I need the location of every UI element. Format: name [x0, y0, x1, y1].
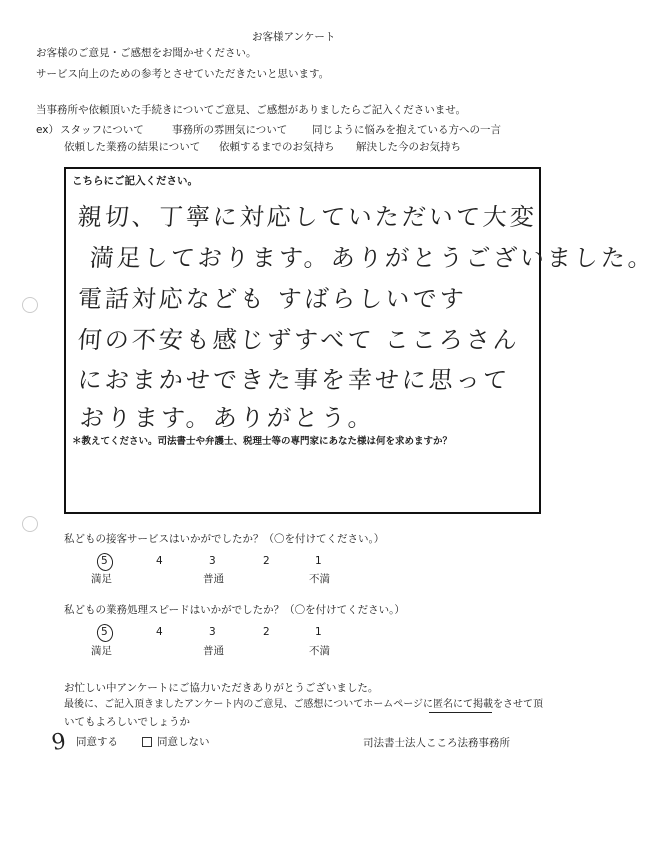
example-before: 依頼するまでのお気持ち	[219, 141, 335, 153]
consent-disagree-label[interactable]: 同意しない	[157, 736, 210, 748]
example-atmosphere: 事務所の雰囲気について	[172, 124, 288, 136]
handwritten-line-3: 電話対応なども すばらしいです	[76, 285, 468, 313]
example-result: 依頼した業務の結果について	[64, 141, 201, 153]
rating-service-label-low: 不満	[309, 573, 330, 585]
example-staff: スタッフについて	[60, 124, 144, 136]
example-now: 解決した今のお気持ち	[356, 141, 461, 153]
rating-service-option-2[interactable]: 2	[263, 555, 270, 567]
rating-service-question: 私どもの接客サービスはいかがでしたか？（〇を付けてください。）	[64, 533, 385, 545]
rating-speed-option-1[interactable]: 1	[315, 626, 322, 638]
page-title: お客様アンケート	[252, 31, 336, 43]
rating-service-option-3[interactable]: 3	[209, 555, 216, 567]
rating-speed-option-3[interactable]: 3	[209, 626, 216, 638]
rating-speed-label-mid: 普通	[203, 645, 224, 657]
request-text: 当事務所や依頼頂いた手続きについてご意見、ご感想がありましたらご記入くださいませ。	[36, 104, 466, 116]
handwritten-line-5: におまかせできた事を幸せに思って	[76, 366, 511, 394]
intro-line-2: サービス向上のための参考とさせていただきたいと思います。	[36, 68, 330, 80]
rating-speed-label-high: 満足	[91, 645, 112, 657]
rating-service-option-1[interactable]: 1	[315, 555, 322, 567]
handwritten-line-6: おります。ありがとう。	[78, 404, 376, 432]
punch-hole	[22, 516, 38, 532]
comment-box-header: こちらにご記入ください。	[72, 175, 198, 187]
office-name: 司法書士法人こころ法務事務所	[363, 737, 510, 749]
rating-service-option-4[interactable]: 4	[156, 555, 163, 567]
rating-speed-option-4[interactable]: 4	[156, 626, 163, 638]
closing-question: いてもよろしいでしょうか	[64, 716, 190, 728]
consent-check-mark: 9	[49, 728, 68, 757]
rating-service-label-mid: 普通	[203, 573, 224, 585]
handwritten-line-2: 満足しております。ありがとうございました。	[88, 244, 656, 272]
rating-speed-option-5[interactable]: 5	[101, 626, 108, 638]
punch-hole	[22, 297, 38, 313]
closing-request: 最後に、ご記入頂きましたアンケート内のご意見、ご感想についてホームページに匿名にて掲載をさせて頂	[64, 699, 543, 710]
anonymous-underline	[429, 712, 492, 713]
rating-service-label-high: 満足	[91, 573, 112, 585]
examples-prefix: ex）	[36, 124, 59, 136]
consent-disagree-checkbox[interactable]	[142, 737, 152, 747]
expert-question: ＊教えてください。司法書士や弁護士、税理士等の専門家にあなた様は何を求めますか？	[72, 436, 453, 447]
handwritten-line-1: 親切、丁寧に対応していただいて大変	[76, 203, 538, 231]
rating-speed-question: 私どもの業務処理スピードはいかがでしたか？（〇を付けてください。）	[64, 604, 405, 616]
closing-thanks: お忙しい中アンケートにご協力いただきありがとうございました。	[64, 682, 379, 694]
rating-service-option-5[interactable]: 5	[101, 555, 108, 567]
handwritten-line-4: 何の不安も感じずすべて こころさん	[76, 326, 521, 354]
rating-speed-label-low: 不満	[309, 645, 330, 657]
example-message: 同じように悩みを抱えている方への一言	[312, 124, 501, 136]
intro-line-1: お客様のご意見・ご感想をお聞かせください。	[36, 47, 257, 59]
rating-speed-option-2[interactable]: 2	[263, 626, 270, 638]
consent-agree-label[interactable]: 同意する	[76, 736, 118, 748]
